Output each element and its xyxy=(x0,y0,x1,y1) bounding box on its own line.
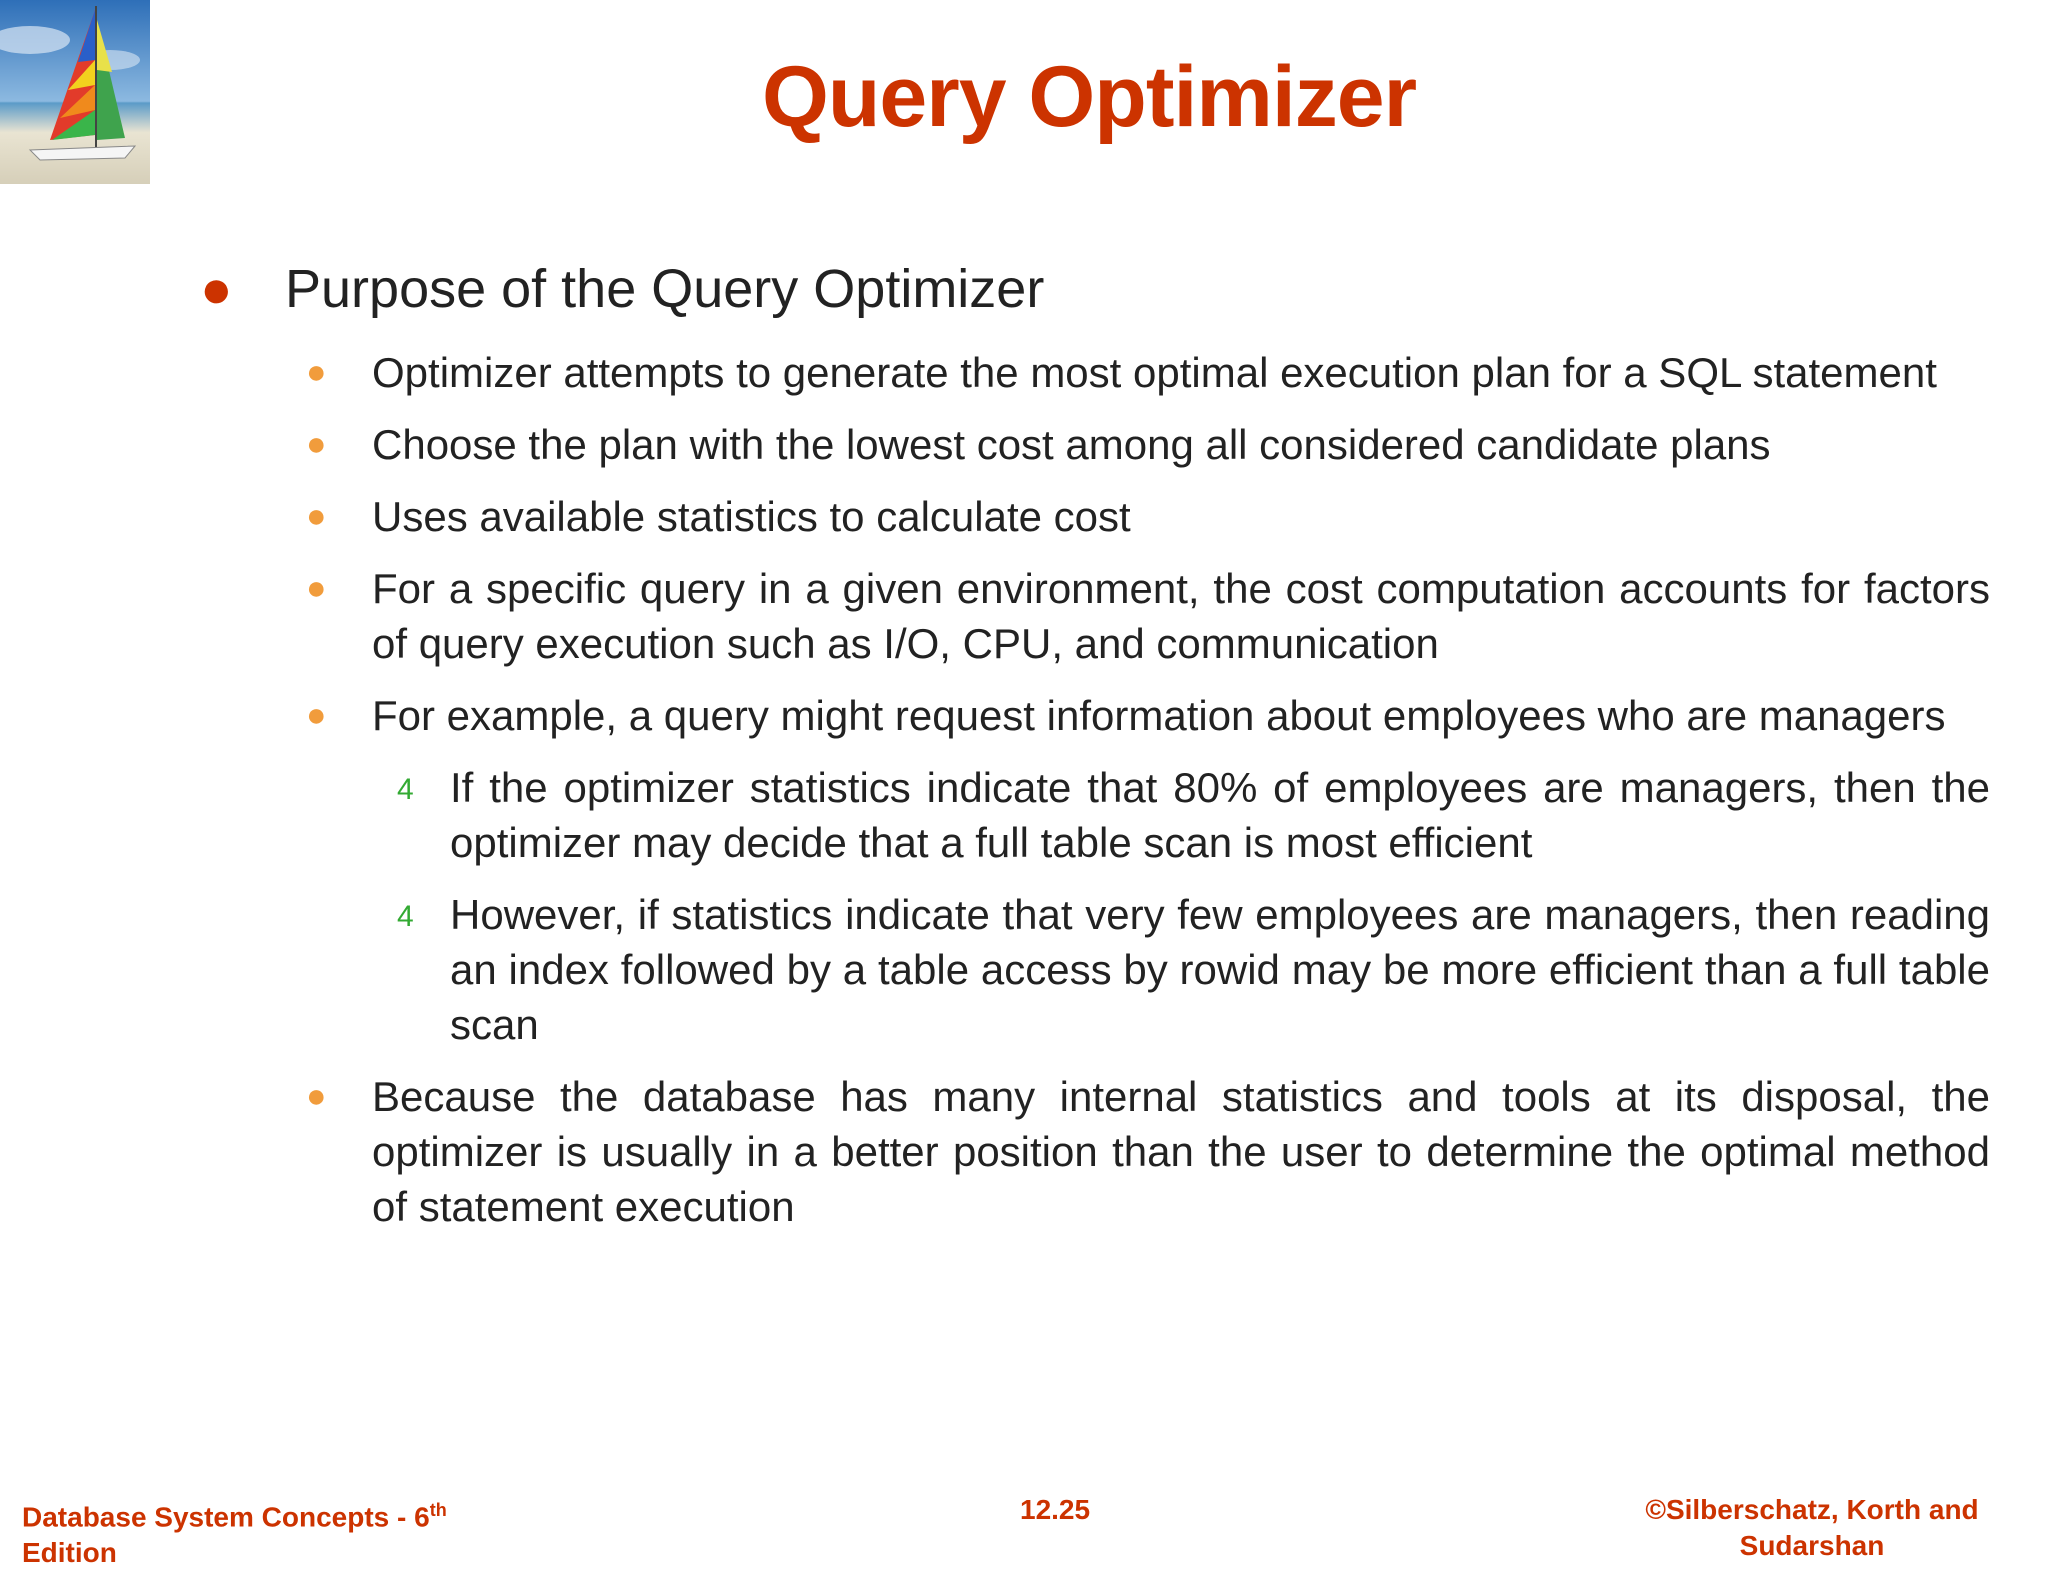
main-bullet xyxy=(200,255,1990,323)
slide-title: Query Optimizer xyxy=(761,49,1417,145)
list-item-text: For a specific query in a given environment, the cost computation accounts for factors of query execution such as I/O, CPU, and communication xyxy=(372,565,1990,667)
bullet-icon: ● xyxy=(306,497,327,535)
footer-copyright: ©Silberschatz, Korth and Sudarshan xyxy=(1645,1494,1979,1561)
page-number: 12.25 xyxy=(1020,1494,1091,1525)
sub-list-item xyxy=(200,760,1990,870)
footer-book-title xyxy=(22,1492,492,1571)
list-item xyxy=(200,688,1990,743)
bullet-icon: ● xyxy=(306,569,327,607)
bullet-icon: ● xyxy=(306,1077,327,1115)
bullet-icon: ● xyxy=(306,425,327,463)
list-item-text: For example, a query might request information about employees who are managers xyxy=(372,692,1946,739)
sub-list-item-text: However, if statistics indicate that very few employees are managers, then reading an index followed by a table access by rowid may be more efficient than a full table scan xyxy=(450,891,1990,1048)
arrow-bullet-icon: 4 xyxy=(397,900,414,933)
sub-list-item xyxy=(200,887,1990,1052)
list-item-text: Optimizer attempts to generate the most optimal execution plan for a SQL statement xyxy=(372,349,1937,396)
bullet-icon: ● xyxy=(306,353,327,391)
list-item xyxy=(200,417,1990,472)
list-item-text: Choose the plan with the lowest cost among all considered candidate plans xyxy=(372,421,1771,468)
slide-content xyxy=(200,255,1990,1251)
footer-left-sup: th xyxy=(429,1500,447,1520)
bullet-icon: ● xyxy=(200,259,233,319)
main-bullet-text: Purpose of the Query Optimizer xyxy=(285,259,1045,319)
slide-footer xyxy=(0,1488,2048,1569)
list-item-text: Uses available statistics to calculate cost xyxy=(372,493,1131,540)
list-item-text: Because the database has many internal statistics and tools at its disposal, the optimizer is usually in a better position than the user to determine the optimal method of statement execution xyxy=(372,1073,1990,1230)
list-item xyxy=(200,489,1990,544)
bullet-icon: ● xyxy=(306,696,327,734)
sub-list-item-text: If the optimizer statistics indicate that 80% of employees are managers, then the optimizer may decide that a full table scan is most efficient xyxy=(450,764,1990,866)
arrow-bullet-icon: 4 xyxy=(397,773,414,806)
list-item xyxy=(200,561,1990,671)
footer-left-text: Database System Concepts - 6 xyxy=(22,1501,430,1533)
list-item xyxy=(200,345,1990,400)
footer-left-line2: Edition xyxy=(22,1537,117,1569)
list-item xyxy=(200,1069,1990,1234)
